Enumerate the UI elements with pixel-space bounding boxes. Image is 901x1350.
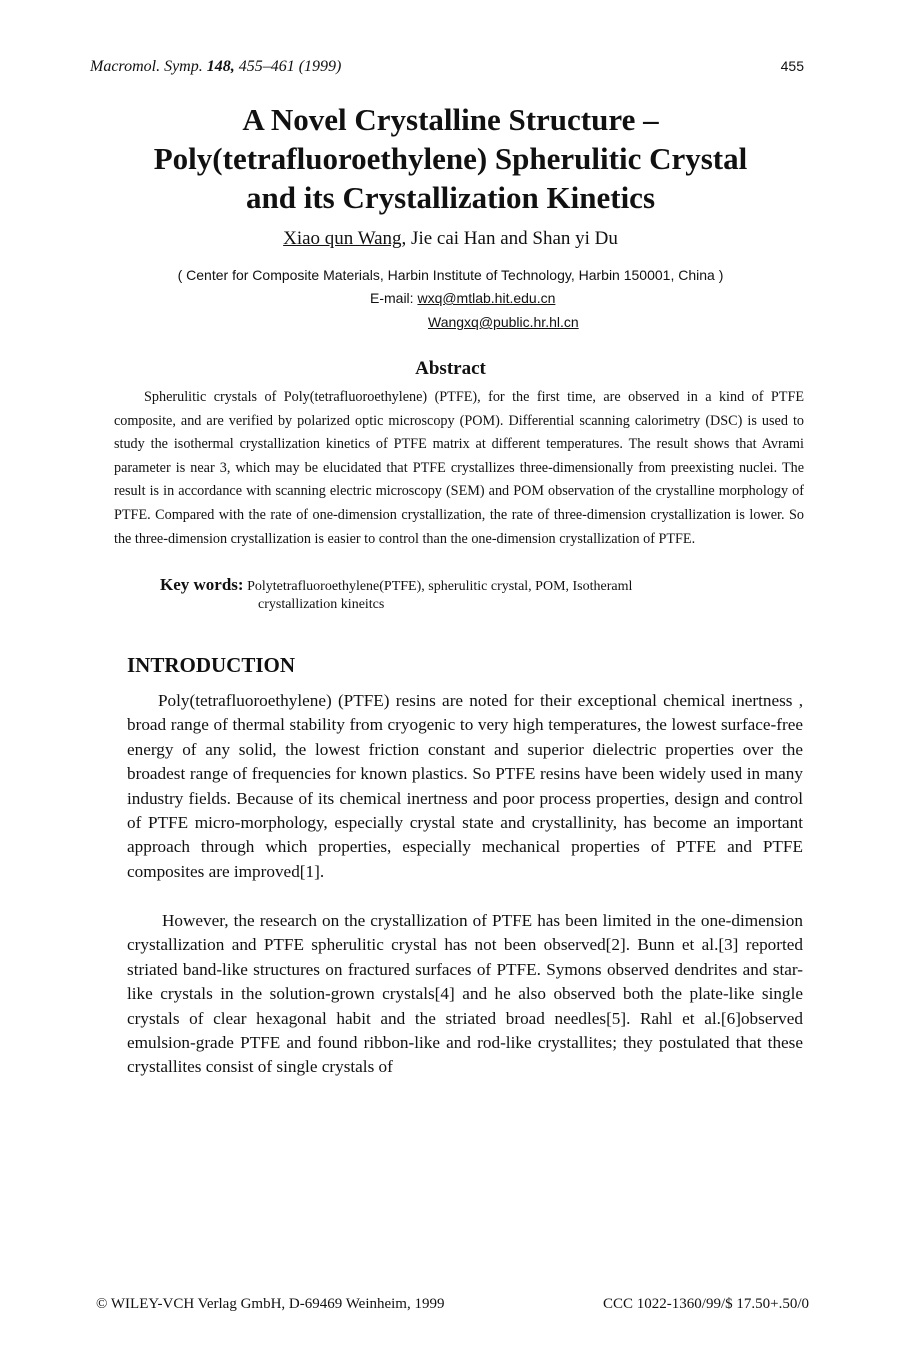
journal-name: Macromol. Symp. (90, 58, 203, 75)
page-number: 455 (780, 58, 804, 74)
email-line (370, 290, 555, 306)
journal-volume: 148, (206, 58, 235, 75)
keywords-label: Key words: (160, 575, 244, 594)
co-authors: , Jie cai Han and Shan yi Du (401, 228, 618, 249)
page-footer (96, 1296, 809, 1316)
paper-title (60, 100, 841, 217)
abstract-text: Spherulitic crystals of Poly(tetrafluoroethylene) (PTFE), for the first time, are observed in a kind of PTFE composite, and are verified by polarized optic microscopy (POM). Differential scanning calorimetry (DSC) is used to study the isothermal crystallization kinetics of PTFE matrix at different temperatures. The result shows that Avrami parameter is near 3, which may be elucidated that PTFE crystallizes three-dimensionally from preexisting nuclei. The result is in accordance with scanning electric microscopy (SEM) and POM observation of the crystalline morphology of PTFE. Compared with the rate of one-dimension crystallization, the rate of three-dimension crystallization is lower. So the three-dimension crystallization is easier to control than the one-dimension crystallization of PTFE. (114, 389, 804, 547)
corresponding-author: Xiao qun Wang (283, 228, 402, 249)
email-link-secondary[interactable]: Wangxq@public.hr.hl.cn (428, 314, 579, 330)
author-list (0, 228, 901, 250)
journal-citation (90, 58, 341, 76)
journal-pages: 455–461 (1999) (238, 58, 342, 75)
title-line: Poly(tetrafluoroethylene) Spherulitic Crystal (153, 141, 748, 176)
title-line: A Novel Crystalline Structure – (242, 102, 659, 137)
copyright-notice: © WILEY-VCH Verlag GmbH, D-69469 Weinheim, 1999 (96, 1296, 445, 1312)
running-header (90, 58, 804, 80)
abstract-heading: Abstract (415, 358, 486, 379)
ccc-code: CCC 1022-1360/99/$ 17.50+.50/0 (603, 1296, 809, 1312)
email-label: E-mail: (370, 290, 418, 306)
keywords-values: Polytetrafluoroethylene(PTFE), spherulitic crystal, POM, Isotheraml (247, 579, 633, 594)
affiliation: ( Center for Composite Materials, Harbin Institute of Technology, Harbin 150001, China ) (177, 267, 724, 283)
body-paragraph: Poly(tetrafluoroethylene) (PTFE) resins are noted for their exceptional chemical inertness , broad range of thermal stability from cryogenic to very high temperatures, the lowest surface-free energy of any solid, the lowest friction constant and superior dielectric properties over the broadest range of frequencies for known plastics. So PTFE resins have been widely used in many industry fields. Because of its chemical inertness and poor process properties, design and control of PTFE micro-morphology, especially crystal state and crystallinity, has become an important approach through which properties, especially mechanical properties of PTFE and PTFE composites are improved[1]. (127, 691, 803, 881)
title-line: and its Crystallization Kinetics (245, 180, 656, 215)
email-link-primary[interactable]: wxq@mtlab.hit.edu.cn (417, 290, 556, 306)
keywords-line (160, 573, 632, 598)
email-secondary-line (428, 314, 579, 330)
body-paragraph: However, the research on the crystallization of PTFE has been limited in the one-dimension crystallization and PTFE spherulitic crystal has not been observed[2]. Bunn et al.[3] reported striated band-like structures on fractured surfaces of PTFE. Symons observed dendrites and star-like crystals in the solution-grown crystals[4] and he also observed both the plate-like single crystals of clear hexagonal habit and the striated broad needles[5]. Rahl et al.[6]observed emulsion-grade PTFE and found ribbon-like and rod-like crystallites; they postulated that these crystallites consist of single crystals of (127, 911, 803, 1077)
section-heading-introduction: INTRODUCTION (127, 653, 296, 677)
keywords-continued: crystallization kineitcs (258, 597, 385, 612)
